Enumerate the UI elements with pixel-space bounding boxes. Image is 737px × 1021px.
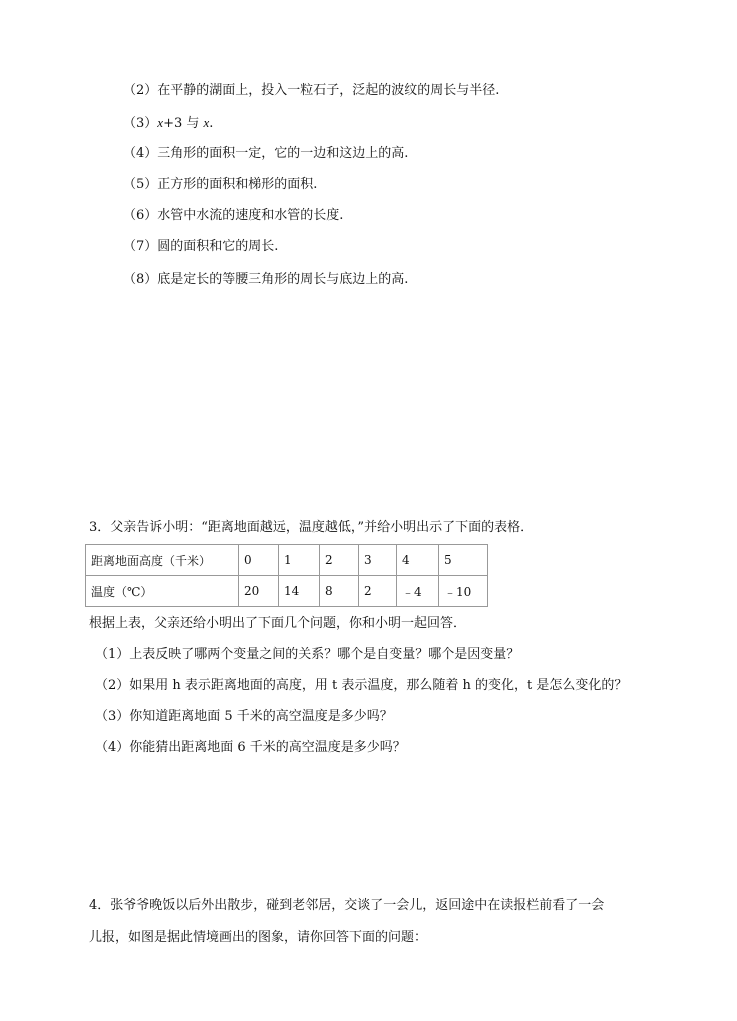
table-cell: 2 bbox=[359, 576, 397, 607]
table-cell: ﹣10 bbox=[439, 576, 488, 607]
item-8 bbox=[123, 271, 408, 289]
table-cell: 温度（℃） bbox=[86, 576, 239, 607]
question-3-sub-4: （4）你能猜出距离地面 6 千米的高空温度是多少吗？ bbox=[95, 740, 406, 755]
table-cell: 3 bbox=[359, 545, 397, 576]
item-text: 在平静的湖面上，投入一粒石子，泛起的波纹的周长与半径. bbox=[157, 83, 500, 98]
item-text: 底是定长的等腰三角形的周长与底边上的高. bbox=[157, 272, 409, 287]
table-cell: 5 bbox=[439, 545, 488, 576]
question-3-title: 3．父亲告诉小明：“距离地面越远，温度越低，”并给小明出示了下面的表格． bbox=[89, 520, 534, 535]
item-text: 水管中水流的速度和水管的长度. bbox=[157, 208, 344, 223]
item-number: （4） bbox=[123, 146, 158, 161]
question-4-line-2: 儿报，如图是据此情境画出的图象，请你回答下面的问题： bbox=[89, 930, 428, 945]
question-3-sub-3: （3）你知道距离地面 5 千米的高空温度是多少吗？ bbox=[95, 709, 393, 724]
table-cell: 8 bbox=[320, 576, 359, 607]
item-number: （3） bbox=[123, 116, 158, 131]
table-row bbox=[86, 576, 488, 607]
variable-x: x bbox=[203, 115, 210, 130]
item-number: （5） bbox=[123, 177, 158, 192]
item-4 bbox=[123, 145, 408, 163]
table-cell: 20 bbox=[239, 576, 279, 607]
table-cell: 1 bbox=[279, 545, 320, 576]
table-cell: 14 bbox=[279, 576, 320, 607]
table-cell: 2 bbox=[320, 545, 359, 576]
item-text: 圆的面积和它的周长. bbox=[157, 239, 279, 254]
variable-x: x bbox=[157, 115, 164, 130]
table-cell: 0 bbox=[239, 545, 279, 576]
item-2 bbox=[123, 82, 499, 100]
item-6 bbox=[123, 207, 343, 225]
item-number: （7） bbox=[123, 239, 158, 254]
item-text: 三角形的面积一定，它的一边和这边上的高. bbox=[157, 146, 409, 161]
item-number: （6） bbox=[123, 208, 158, 223]
item-text: 正方形的面积和梯形的面积. bbox=[157, 177, 318, 192]
question-3-intro: 根据上表，父亲还给小明出了下面几个问题，你和小明一起回答． bbox=[89, 616, 467, 631]
item-number: （8） bbox=[123, 272, 158, 287]
item-3 bbox=[123, 114, 213, 133]
item-5 bbox=[123, 176, 317, 194]
table-cell: ﹣4 bbox=[397, 576, 439, 607]
table-cell: 距离地面高度（千米） bbox=[86, 545, 239, 576]
item-7 bbox=[123, 238, 278, 256]
height-temperature-table bbox=[85, 544, 488, 607]
expr-middle: +3 与 bbox=[163, 116, 204, 131]
table-row bbox=[86, 545, 488, 576]
question-3-sub-1: （1）上表反映了哪两个变量之间的关系？哪个是自变量？哪个是因变量？ bbox=[95, 647, 520, 662]
table-cell: 4 bbox=[397, 545, 439, 576]
question-3-sub-2: （2）如果用 h 表示距离地面的高度，用 t 表示温度，那么随着 h 的变化，t 是怎么变化的？ bbox=[95, 678, 628, 693]
item-number: （2） bbox=[123, 83, 158, 98]
expr-end: . bbox=[209, 116, 214, 131]
question-4-line-1: 4．张爷爷晚饭以后外出散步，碰到老邻居，交谈了一会儿，返回途中在读报栏前看了一会 bbox=[89, 898, 605, 913]
